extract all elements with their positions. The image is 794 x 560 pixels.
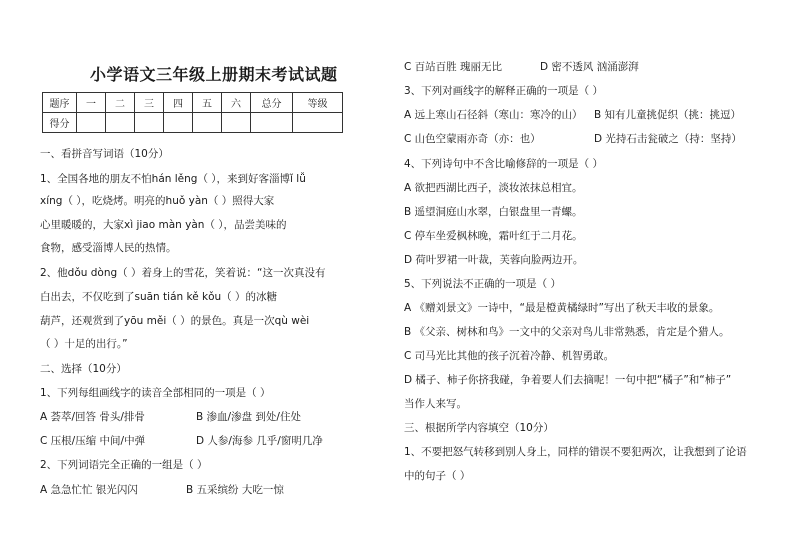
score-cell[interactable] [164,113,193,133]
score-header-cell: 六 [222,93,251,113]
score-header-cell: 四 [164,93,193,113]
section-2-heading: 二、选择（10分） [40,363,127,375]
question-2-5: 5、下列说法不正确的一项是（ ） [404,278,562,290]
section-1-line: 心里暖暖的，大家xì jiao màn yàn（ ），品尝美味的 [40,219,287,231]
option-2-2-d: D 密不透风 汹涌澎湃 [540,61,639,73]
score-header-cell: 等级 [293,93,343,113]
question-2-3: 3、下列对画线字的解释正确的一项是（ ） [404,85,604,97]
option-2-5-c: C 司马光比其他的孩子沉着冷静、机智勇敢。 [404,350,615,362]
section-1-line: （ ）十足的出行。” [40,338,128,350]
option-2-3-b: B 知有儿童挑促织（挑：挑逗） [594,109,742,121]
option-2-4-b: B 遥望洞庭山水翠，白银盘里一青螺。 [404,206,583,218]
option-2-3-c: C 山色空蒙雨亦奇（亦：也） [404,133,541,145]
option-2-5-d-continued: 当作人来写。 [404,398,467,410]
score-cell[interactable] [293,113,343,133]
section-1-line: 白出去，不仅吃到了suān tián kě kǒu（ ）的冰糖 [40,291,278,303]
option-2-1-c: C 压根/压缩 中间/中弹 [40,435,146,447]
option-2-5-d: D 橘子、柿子你挤我碰，争着要人们去摘呢！一句中把“橘子”和“柿子” [404,374,732,386]
section-1-line: xíng（ ），吃烧烤。明亮的huǒ yàn（ ）照得大家 [40,195,275,207]
score-cell[interactable] [77,113,106,133]
score-cell[interactable] [106,113,135,133]
score-cell[interactable] [251,113,293,133]
question-3-1: 1、不要把怒气转移到别人身上，同样的错误不要犯两次，让我想到了论语 [404,446,747,458]
score-header-cell: 一 [77,93,106,113]
score-cell[interactable] [193,113,222,133]
score-cell[interactable] [222,113,251,133]
score-header-cell: 总分 [251,93,293,113]
question-2-1: 1、下列每组画线字的读音全部相同的一项是（ ） [40,387,271,399]
option-2-2-a: A 急急忙忙 银光闪闪 [40,484,138,496]
score-table [42,92,343,133]
score-table-header-row [43,93,343,113]
option-2-3-a: A 远上寒山石径斜（寒山：寒冷的山） [404,109,583,121]
section-1-line: 2、他dǒu dòng（ ）着身上的雪花，笑着说：“这一次真没有 [40,267,326,279]
option-2-5-a: A 《赠刘景文》一诗中，“最是橙黄橘绿时”写出了秋天丰收的景象。 [404,302,720,314]
option-2-1-b: B 渗血/渗盘 到处/住处 [196,411,301,423]
option-2-3-d: D 光持石击瓮破之（持：坚持） [594,133,742,145]
score-header-cell: 二 [106,93,135,113]
section-1-line: 葫芦，还观赏到了yōu měi（ ）的景色。真是一次qù wèi [40,315,310,327]
score-table-score-row [43,113,343,133]
option-2-4-a: A 欲把西湖比西子，淡妆浓抹总相宜。 [404,182,583,194]
option-2-5-b: B 《父亲、树林和鸟》一文中的父亲对鸟儿非常熟悉，肯定是个猎人。 [404,326,730,338]
option-2-4-c: C 停车坐爱枫林晚，霜叶红于二月花。 [404,230,583,242]
score-row-label: 得分 [43,113,77,133]
section-1-line: 1、全国各地的朋友不怕hán lěng（ ），来到好客淄博ǐ lǚ [40,173,306,185]
score-header-cell: 三 [135,93,164,113]
option-2-1-d: D 人参/海参 几乎/窗明几净 [196,435,323,447]
score-header-cell: 题序 [43,93,77,113]
section-1-line: 食物，感受淄博人民的热情。 [40,242,177,254]
option-2-2-c: C 百站百胜 瑰丽无比 [404,61,503,73]
score-cell[interactable] [135,113,164,133]
question-2-2: 2、下列词语完全正确的一组是（ ） [40,459,208,471]
option-2-4-d: D 荷叶罗裙一叶裁，芙蓉向脸两边开。 [404,254,584,266]
question-3-1-continued: 中的句子（ ） [404,470,471,482]
option-2-1-a: A 荟萃/回答 骨头/排骨 [40,411,145,423]
section-3-heading: 三、根据所学内容填空（10分） [404,422,554,434]
option-2-2-b: B 五采缤纷 大吃一惊 [186,484,284,496]
question-2-4: 4、下列诗句中不含比喻修辞的一项是（ ） [404,158,604,170]
score-header-cell: 五 [193,93,222,113]
exam-title: 小学语文三年级上册期末考试试题 [90,65,338,84]
section-1-heading: 一、看拼音写词语（10分） [40,148,169,160]
